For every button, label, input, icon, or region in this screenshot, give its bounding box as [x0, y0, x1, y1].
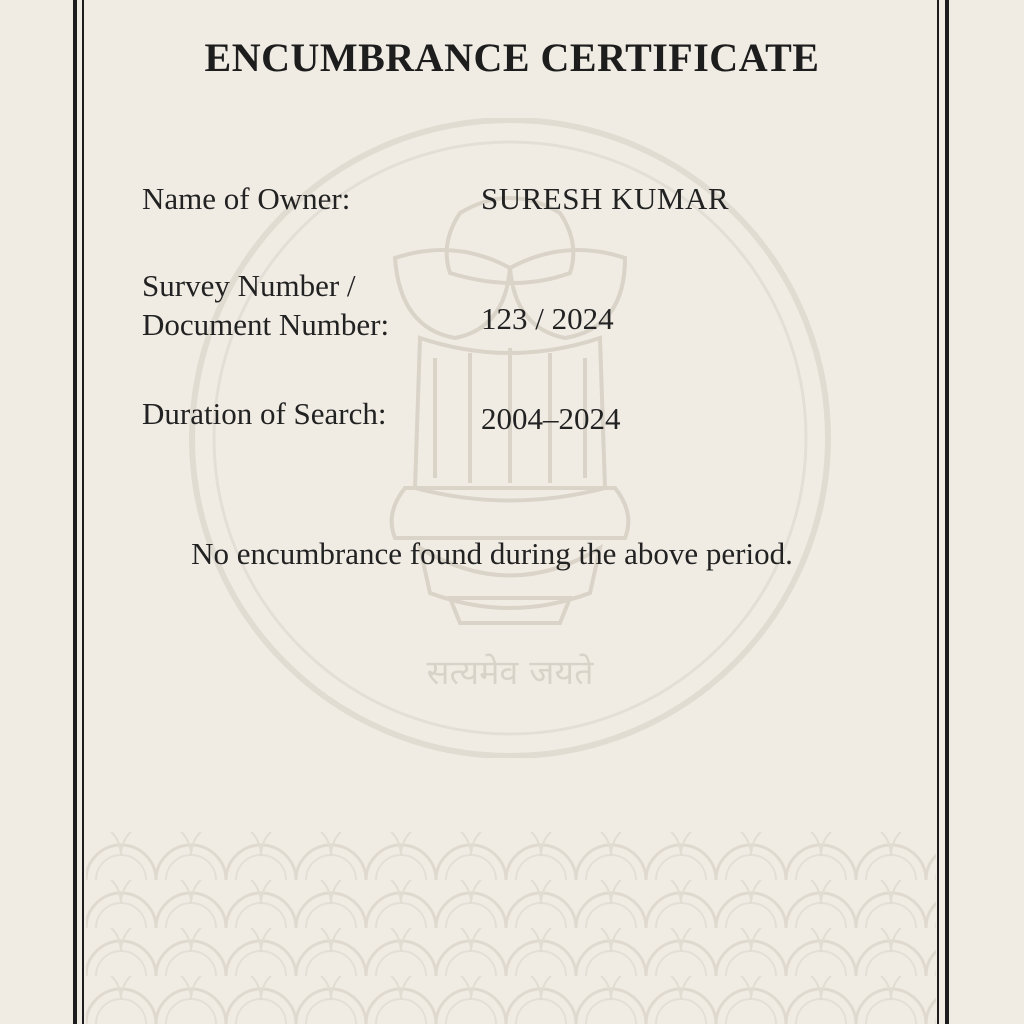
duration-value: 2004–2024: [481, 401, 621, 436]
emblem-motto: सत्यमेव जयते: [426, 653, 594, 693]
owner-label: Name of Owner:: [142, 181, 351, 216]
right-border-inner: [937, 0, 939, 1024]
survey-number-value: 123 / 2024: [481, 301, 614, 336]
guilloche-pattern: [86, 832, 936, 1024]
duration-label: Duration of Search:: [142, 396, 387, 431]
right-border-outer: [945, 0, 949, 1024]
certificate-title: ENCUMBRANCE CERTIFICATE: [204, 35, 820, 80]
left-border-outer: [73, 0, 77, 1024]
encumbrance-statement: No encumbrance found during the above period.: [191, 536, 793, 571]
left-border-inner: [82, 0, 84, 1024]
survey-number-label: Survey Number / Document Number:: [142, 268, 390, 342]
owner-value: SURESH KUMAR: [481, 181, 730, 216]
